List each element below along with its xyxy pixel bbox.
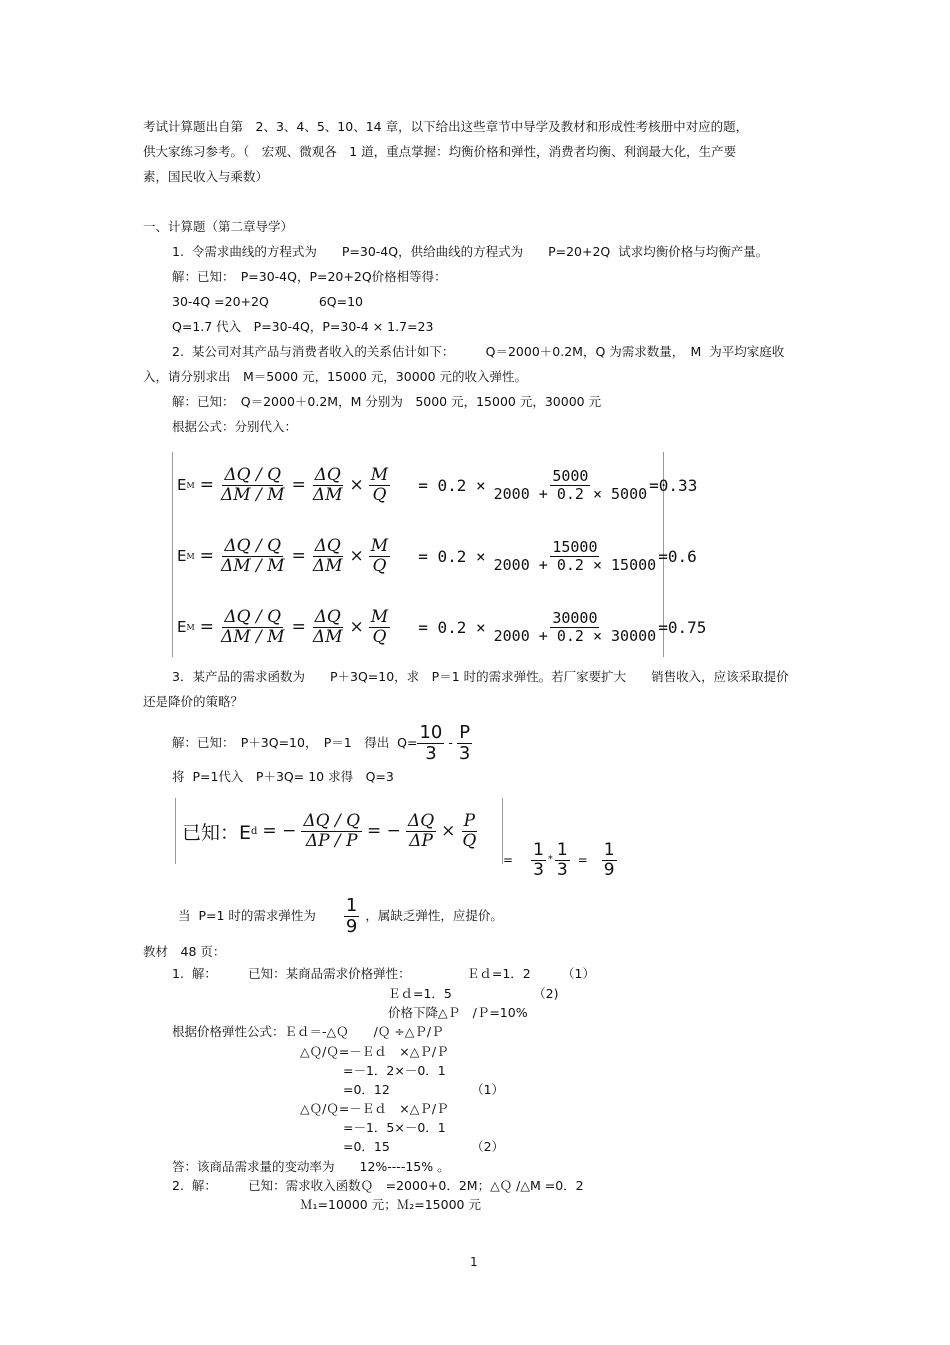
frac-den: ΔP / P (305, 830, 358, 851)
formula-frac (406, 812, 436, 850)
multiply-sign: × (349, 546, 364, 566)
formula-value-frac (492, 468, 650, 502)
formula-frac (219, 466, 287, 504)
equals-sign: = (199, 617, 214, 637)
fraction-p-over-3 (457, 723, 472, 764)
frac-den: ΔP (409, 830, 433, 851)
frac-num: 1 (345, 894, 358, 916)
frac-den: ΔM (312, 555, 343, 576)
frac-den: ΔM (312, 484, 343, 505)
frac-num: ΔQ / Q (303, 810, 361, 831)
section-heading: 一、计算题（第二章导学） (143, 219, 294, 234)
minus-sign: - (448, 735, 453, 750)
result-fraction-c (602, 841, 617, 879)
q1-question: 1. 令需求曲线的方程式为 P=30-4Q，供给曲线的方程式为 P=20+2Q 试求均衡价格与均衡产量。 (172, 244, 769, 259)
q1-line-1: 解：已知： P=30-4Q，P=20+2Q价格相等得： (172, 269, 447, 284)
frac-den: ΔM / M (220, 484, 285, 505)
frac-den: 2000 + 0.2 × 30000 (493, 626, 657, 645)
frac-den: Q (372, 555, 387, 576)
formula-result: =0.33 (649, 475, 698, 495)
formula-frac (311, 608, 345, 646)
box-subscript: d (251, 825, 258, 837)
frac-den: 3 (425, 742, 437, 764)
frac-num: 5000 (552, 467, 589, 485)
textbook-p1-i: =－1．5×－0．1 (343, 1120, 446, 1135)
formula-value-frac (492, 610, 659, 644)
frac-den: ΔM / M (220, 555, 285, 576)
frac-den: ΔM (312, 626, 343, 647)
formula-lhs-subscript: M (186, 551, 195, 561)
frac-num: P (459, 721, 471, 743)
frac-den: 3 (458, 742, 471, 764)
textbook-p1-b: Ｅｄ=1．5 （2) (388, 986, 559, 1001)
formula-frac (301, 812, 362, 850)
fraction-10-over-3 (417, 723, 444, 764)
formula-lhs: E (177, 476, 187, 494)
q2-question-a: 2. 某公司对其产品与消费者收入的关系估计如下： Q＝2000＋0.2M，Q 为需求数量， M 为平均家庭收 (172, 344, 785, 359)
frac-den: 2000 + 0.2 × 15000 (493, 555, 657, 574)
textbook-p2-b: Ｍ₁=10000 元；Ｍ₂=15000 元 (300, 1197, 481, 1212)
q2-line-2: 根据公式：分别代入： (172, 419, 298, 434)
frac-den: 9 (345, 915, 358, 937)
formula-row (177, 458, 697, 512)
formula-coefficient: = 0.2 × (418, 475, 486, 495)
frac-num: M (370, 464, 389, 485)
frac-den: ΔM / M (220, 626, 285, 647)
q3-question-a: 3．某产品的需求函数为 P＋3Q=10，求 P＝1 时的需求弹性。若厂家要扩大 销售收入，应该采取提价 (172, 669, 789, 684)
textbook-p2-a: 2. 解： 已知：需求收入函数Ｑ =2000+0．2M；△Ｑ /△M =0．2 (172, 1178, 584, 1193)
result-fraction-b (555, 841, 570, 879)
q3-line-1 (172, 722, 472, 764)
formula-frac (369, 537, 390, 575)
frac-den: Q (372, 484, 387, 505)
frac-den: 9 (603, 859, 615, 880)
formula-result: =0.6 (658, 546, 697, 566)
multiply-star: * (547, 854, 553, 865)
q3-line-3-prefix: 当 P=1 时的需求弹性为 (178, 908, 316, 923)
q3-line-3 (178, 893, 503, 939)
frac-num: ΔQ (407, 810, 435, 831)
frac-num: 30000 (552, 609, 598, 627)
frac-num: ΔQ / Q (224, 464, 282, 485)
textbook-heading: 教材 48 页： (143, 944, 226, 959)
multiply-sign: × (349, 617, 364, 637)
frac-num: P (463, 810, 476, 831)
formula-frac (219, 537, 287, 575)
formula-lhs: E (177, 618, 187, 636)
q1-line-3: Q=1.7 代入 P=30-4Q，P=30-4 × 1.7=23 (172, 319, 434, 334)
intro-line-2: 供大家练习参考。（ 宏观、微观各 1 道，重点掌握：均衡价格和弹性，消费者均衡、利润最大化，生产要 (143, 144, 737, 159)
equals-sign: = (199, 475, 214, 495)
page-number: 1 (470, 1255, 478, 1269)
q2-question-b: 入，请分别求出 M＝5000 元，15000 元，30000 元的收入弹性。 (143, 369, 528, 384)
frac-num: 10 (419, 721, 443, 743)
formula-coefficient: = 0.2 × (418, 617, 486, 637)
equals-sign: = (577, 853, 588, 867)
textbook-p1-h: △Ｑ/Ｑ=－Ｅｄ ×△Ｐ/Ｐ (300, 1101, 449, 1116)
formula-frac (369, 608, 390, 646)
formula-result: =0.75 (658, 617, 707, 637)
equals-sign: = (291, 617, 306, 637)
frac-num: M (370, 606, 389, 627)
formula-frac (460, 812, 478, 850)
frac-den: Q (462, 830, 477, 851)
frac-num: ΔQ (314, 464, 341, 485)
formula-lhs-subscript: M (186, 480, 195, 490)
formula-row (177, 529, 697, 583)
box-prefix: 已知：E (182, 821, 252, 844)
frac-den: 3 (533, 859, 544, 880)
frac-num: 15000 (552, 538, 598, 556)
textbook-p1-g: =0．12 （1） (343, 1082, 505, 1097)
textbook-p1-k: 答：该商品需求量的变动率为 12%----15% 。 (172, 1159, 450, 1174)
q3-result (503, 836, 617, 884)
equals-sign: = (503, 853, 514, 867)
result-fraction-a (531, 841, 546, 879)
formula-coefficient: = 0.2 × (418, 546, 486, 566)
q3-line-3-suffix: ，属缺乏弹性，应提价。 (365, 908, 503, 923)
formula-frac (369, 466, 390, 504)
q3-line-2: 将 P=1代入 P＋3Q= 10 求得 Q=3 (172, 769, 394, 784)
formula-frac (311, 466, 345, 504)
intro-line-3: 素，国民收入与乘数） (143, 169, 269, 184)
formula-frac (311, 537, 345, 575)
multiply-sign: × (349, 475, 364, 495)
frac-den: Q (372, 626, 387, 647)
textbook-p1-e: △Ｑ/Ｑ=－Ｅｄ ×△Ｐ/Ｐ (300, 1044, 449, 1059)
formula-lhs: E (177, 547, 187, 565)
q3-line-1-text: 解：已知： P＋3Q=10， P＝1 得出 Q= (172, 735, 418, 750)
intro-line-1: 考试计算题出自第 2、3、4、5、10、14 章，以下给出这些章节中导学及教材和形成性考核册中对应的题， (143, 119, 749, 134)
frac-num: 1 (556, 839, 568, 860)
frac-num: ΔQ (314, 606, 341, 627)
formula-frac (219, 608, 287, 646)
textbook-p1-d: 根据价格弹性公式：Ｅｄ＝-△Ｑ /Ｑ ÷△Ｐ/Ｐ (172, 1024, 444, 1039)
fraction-1-over-9 (344, 896, 359, 937)
textbook-p1-a: 1. 解： 已知：某商品需求价格弹性： Ｅｄ=1．2 （1） (172, 966, 595, 981)
frac-num: ΔQ (314, 535, 341, 556)
frac-den: 2000 + 0.2 × 5000 (493, 484, 648, 503)
textbook-p1-f: =－1．2×－0．1 (343, 1063, 446, 1078)
frac-num: M (370, 535, 389, 556)
formula-lhs-subscript: M (186, 622, 195, 632)
equals-sign: = (291, 475, 306, 495)
q1-line-2: 30-4Q =20+2Q 6Q=10 (172, 294, 363, 309)
frac-num: 1 (603, 839, 615, 860)
q2-line-1: 解：已知： Q＝2000＋0.2M，M 分别为 5000 元，15000 元，30000 元 (172, 394, 602, 409)
textbook-p1-j: =0．15 （2） (343, 1139, 505, 1154)
equals-sign: = (291, 546, 306, 566)
equals-sign: = (199, 546, 214, 566)
income-elasticity-formula-box (172, 452, 707, 657)
price-elasticity-formula-box: 已知：E d = − $\frac{\Delta Q / Q}{\Delta P / P}$ = − $\frac{\Delta Q}{\Delta P}$ × $\frac{P}{Q}$ (175, 798, 503, 864)
formula-value-frac (492, 539, 659, 573)
frac-den: 3 (556, 859, 568, 880)
q3-question-b: 还是降价的策略？ (143, 694, 244, 709)
formula-row (177, 600, 706, 654)
textbook-p1-c: 价格下降△Ｐ /Ｐ=10% (388, 1005, 528, 1020)
frac-num: ΔQ / Q (224, 606, 282, 627)
frac-num: ΔQ / Q (224, 535, 282, 556)
frac-num: 1 (533, 839, 544, 860)
